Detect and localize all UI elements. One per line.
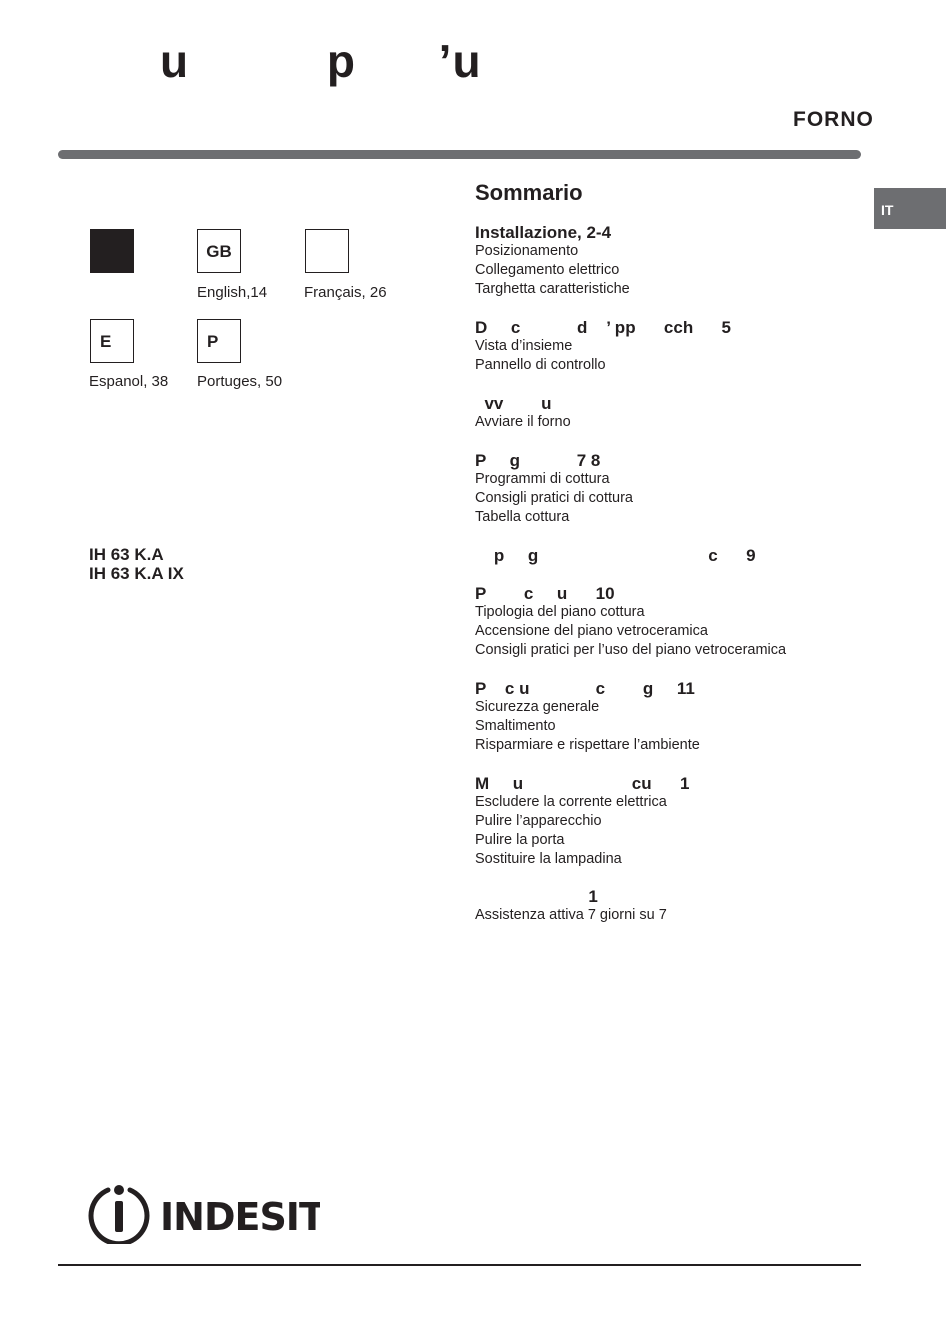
language-label-spanish[interactable]: Espanol, 38 — [89, 373, 169, 390]
language-tab[interactable] — [874, 188, 946, 229]
toc-item: Escludere la corrente elettrica — [475, 794, 667, 810]
toc-item: Risparmiare e rispettare l’ambiente — [475, 737, 700, 753]
bottom-divider — [58, 1264, 861, 1266]
toc-item: Pannello di controllo — [475, 357, 606, 373]
toc-heading: 1 — [475, 887, 598, 906]
flag-fr-box[interactable] — [305, 229, 349, 273]
toc-item: Tabella cottura — [475, 509, 570, 525]
flag-code: P — [207, 332, 219, 351]
flag-code: E — [100, 332, 112, 351]
language-label-portuguese[interactable]: Portuges, 50 — [197, 373, 283, 390]
toc-section-start[interactable] — [475, 394, 875, 432]
toc-item: Tipologia del piano cottura — [475, 604, 645, 620]
toc-item: Pulire la porta — [475, 832, 565, 848]
top-divider — [58, 150, 861, 159]
toc-item: Sostituire la lampadina — [475, 851, 622, 867]
brand-wordmark: INDESIT — [160, 1195, 320, 1239]
toc-item: Programmi di cottura — [475, 471, 610, 487]
indesit-logo-graphic — [88, 1180, 320, 1244]
toc-heading: p g c 9 — [475, 546, 756, 565]
model-name: IH 63 K.A IX — [89, 564, 184, 583]
toc-heading: D c d ’ pp cch 5 — [475, 318, 732, 337]
summary-title: Sommario — [475, 180, 583, 205]
toc-heading: P c u c g 11 — [475, 679, 695, 698]
toc-item: Avviare il forno — [475, 414, 571, 430]
toc-section-maintenance[interactable] — [475, 774, 875, 869]
toc-heading: vv u — [475, 394, 552, 413]
language-label-english[interactable]: English,14 — [197, 284, 268, 301]
toc-item: Targhetta caratteristiche — [475, 281, 630, 297]
toc-item: Sicurezza generale — [475, 699, 600, 715]
toc-item: Assistenza attiva 7 giorni su 7 — [475, 907, 667, 923]
product-type-label: FORNO — [793, 108, 874, 131]
flag-it-box[interactable] — [90, 229, 134, 273]
flag-gb-box[interactable] — [197, 229, 241, 273]
toc-item: Vista d’insieme — [475, 338, 573, 354]
flag-es-box[interactable] — [90, 319, 134, 363]
indesit-logo-icon — [88, 1180, 320, 1244]
toc-heading: M u cu 1 — [475, 774, 690, 793]
toc-section-timer[interactable] — [475, 546, 875, 565]
manual-title: u p ’u — [160, 35, 482, 87]
toc-heading: Installazione, 2-4 — [475, 223, 612, 242]
toc-item: Smaltimento — [475, 718, 556, 734]
language-tab-label: IT — [881, 202, 894, 218]
toc-item: Accensione del piano vetroceramica — [475, 623, 708, 639]
toc-item: Pulire l’apparecchio — [475, 813, 602, 829]
toc-item: Consigli pratici di cottura — [475, 490, 633, 506]
toc-item: Consigli pratici per l’uso del piano vetroceramica — [475, 642, 787, 658]
toc-item: Posizionamento — [475, 243, 579, 259]
flag-code: GB — [206, 242, 232, 261]
toc-section-hob[interactable] — [475, 584, 875, 660]
language-label-french[interactable]: Français, 26 — [304, 284, 387, 301]
toc-heading: P g 7 8 — [475, 451, 601, 470]
model-name: IH 63 K.A — [89, 545, 164, 564]
toc-section-safety[interactable] — [475, 679, 875, 755]
toc-section-assistance[interactable] — [475, 887, 875, 925]
toc-section-programs[interactable] — [475, 451, 875, 527]
flag-pt-box[interactable] — [197, 319, 241, 363]
toc-section-installation[interactable] — [475, 223, 875, 299]
toc-section-description[interactable] — [475, 318, 875, 375]
toc-heading: P c u 10 — [475, 584, 615, 603]
toc-item: Collegamento elettrico — [475, 262, 620, 278]
